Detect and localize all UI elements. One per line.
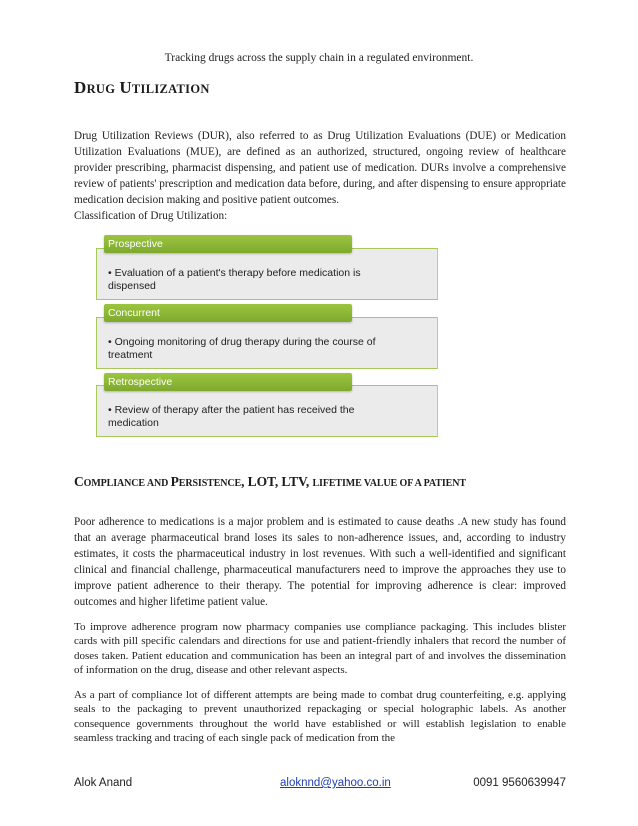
footer-author: Alok Anand — [74, 777, 133, 789]
classification-tab-concurrent: Concurrent — [104, 304, 352, 322]
classification-tab-retrospective: Retrospective — [104, 373, 352, 391]
drug-utilization-paragraph: Drug Utilization Reviews (DUR), also referred to as Drug Utilization Evaluations (DUE) or Medication Utilization Evaluations (MUE), are defined as an authorized, structured, ongoing review of healthcare provider prescribing, pharmacist dispensing, and patient use of medication. DURs involve a comprehensive review of patients' prescription and medication data before, during, and after dispensing to ensure appropriate medication decision making and positive patient outcomes. Classification of Drug Utilization: — [74, 130, 566, 222]
classification-diagram — [96, 229, 438, 437]
footer-email-link[interactable]: aloknnd@yahoo.co.in — [280, 777, 391, 789]
compliance-paragraph-1: Poor adherence to medications is a major problem and is estimated to cause deaths .A new study has found that an average pharmaceutical brand loses its sales to non-adherence issues, and, according to industry estimates, it costs the pharmaceutical industry in lost revenues. With such a well-identified and significant clinical and financial challenge, pharmaceutical manufacturers need to improve the approaches they use to improve patient adherence to their therapy. The potential for improving adherence is clear: improved outcomes and higher lifetime patient value. — [74, 516, 566, 608]
classification-tab-prospective: Prospective — [104, 235, 352, 253]
compliance-paragraph-3: As a part of compliance lot of different attempts are being made to combat drug counterfeiting, e.g. applying seals to the packaging to prevent unauthorized repackaging or special holographic labels. As another consequence governments throughout the world have established or will establish legislation to enable seamless tracking and tracing of each single pack of medication from the — [74, 689, 566, 744]
compliance-paragraph-2: To improve adherence program now pharmacy companies use compliance packaging. This includes blister cards with pill specific calendars and directions for use and patient-friendly inhalers that record the number of doses taken. Patient education and communication has been an integral part of and involves the dissemination of information on the drug, disease and other relevant aspects. — [74, 621, 566, 676]
classification-bullet-prospective: • Evaluation of a patient's therapy before medication is dispensed — [108, 267, 361, 292]
section-heading-drug-utilization: DRUG UTILIZATION — [74, 78, 210, 97]
classification-bullet-retrospective: • Review of therapy after the patient has received the medication — [108, 404, 355, 429]
running-header: Tracking drugs across the supply chain in a regulated environment. — [164, 52, 474, 64]
page-footer — [74, 777, 566, 793]
section-heading-compliance: COMPLIANCE AND PERSISTENCE, LOT, LTV, LIFETIME VALUE OF A PATIENT — [74, 474, 466, 489]
footer-phone: 0091 9560639947 — [473, 777, 566, 789]
classification-bullet-concurrent: • Ongoing monitoring of drug therapy during the course of treatment — [108, 336, 376, 361]
